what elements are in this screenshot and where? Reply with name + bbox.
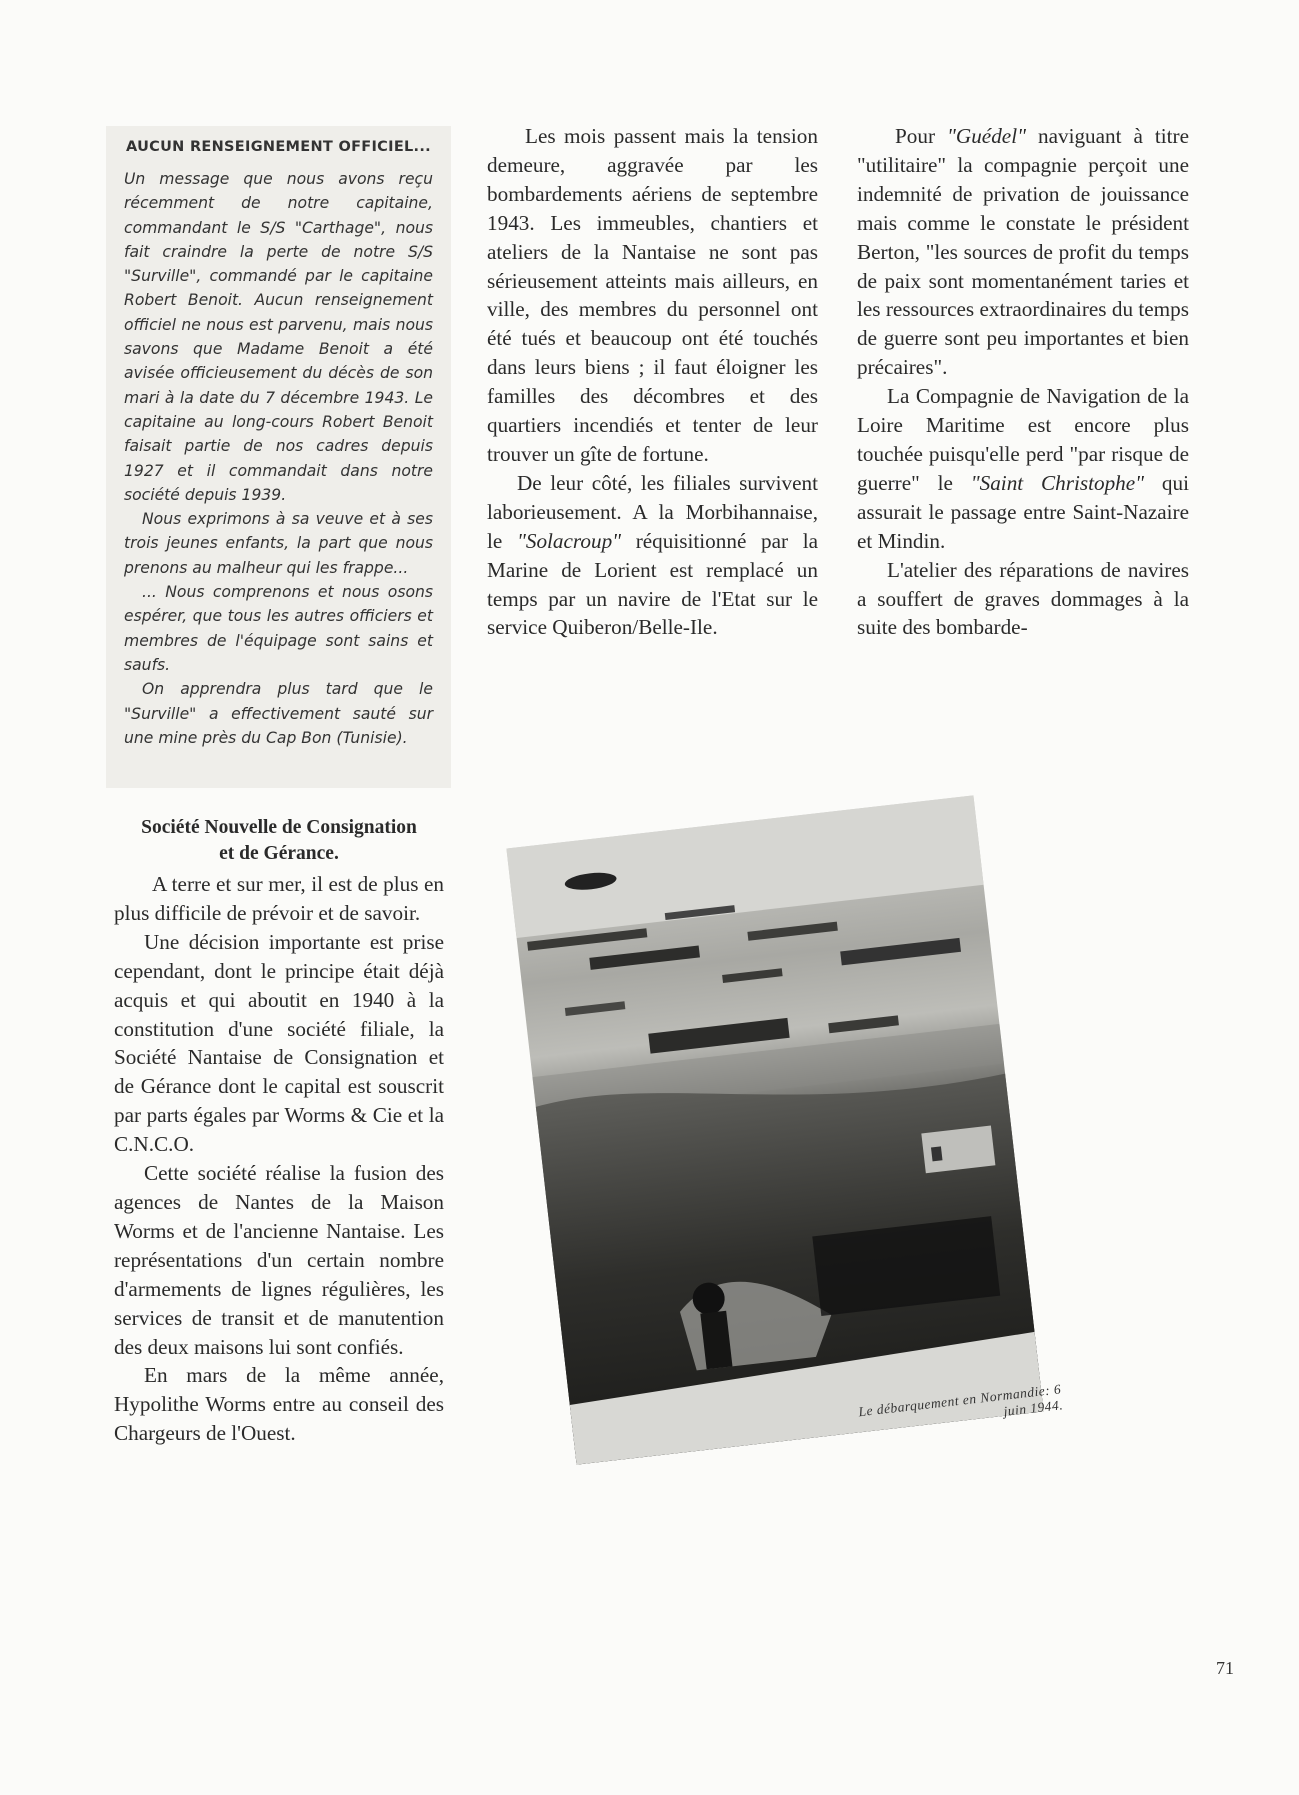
- sidebar-paragraph: ... Nous comprenons et nous osons espérer, que tous les autres officiers et membres de l'équipage sont sains et saufs.: [124, 583, 433, 674]
- body-paragraph: [487, 469, 818, 642]
- text-span: De leur côté, les filiales survivent laborieusement. A la Morbihannaise, le: [487, 470, 818, 553]
- sidebar-paragraph: Nous exprimons à sa veuve et à ses trois jeunes enfants, la part que nous prenons au malheur qui les frappe...: [124, 510, 433, 577]
- text-span: naviguant à titre "utilitaire" la compagnie perçoit une indemnité de privation de jouissance mais comme le constate le président Berton, "les sources de profit du temps de paix sont momentanément taries et les ressources extraordinaires du temps de guerre sont peu importantes et bien précaires".: [857, 124, 1190, 380]
- body-paragraph: Cette société réalise la fusion des agences de Nantes de la Maison Worms et de l'ancienne Nantaise. Les représentations d'un certain nombre d'armements de lignes régulières, les services de transit et de manutention des deux maisons lui sont confiés.: [114, 1161, 444, 1359]
- sidebar-paragraph: Un message que nous avons reçu récemment de notre capitaine, commandant le S/S "Carthage", nous fait craindre la perte de notre S/S "Surville", commandé par le capitaine Robert Benoit. Aucun renseignement officiel ne nous est parvenu, mais nous savons que Madame Benoit a été avisée officieusement du décès de son mari à la date du 7 décembre 1943. Le capitaine au long-cours Robert Benoit faisait partie de nos cadres depuis 1927 et il commandait dans notre société depuis 1939.: [124, 170, 433, 504]
- text-span: Pour: [895, 124, 948, 148]
- body-paragraph: L'atelier des réparations de navires a souffert de graves dommages à la suite des bombarde-: [857, 557, 1189, 640]
- text-column-right: [857, 122, 1189, 642]
- page-number: 71: [1216, 1658, 1234, 1678]
- body-paragraph: [857, 382, 1189, 555]
- body-paragraph: [857, 122, 1189, 382]
- text-span: qui assurait le passage entre Saint-Nazaire et Mindin.: [857, 470, 1189, 553]
- photo-figure: [506, 795, 1064, 1464]
- ship-name: "Saint Christophe": [970, 470, 1145, 495]
- sidebar-paragraph: On apprendra plus tard que le "Surville" a effectivement sauté sur une mine près du Cap Bon (Tunisie).: [124, 680, 433, 747]
- text-column-left: [114, 815, 444, 1448]
- body-paragraph: A terre et sur mer, il est de plus en plus difficile de prévoir et de savoir.: [114, 872, 444, 925]
- body-paragraph: Les mois passent mais la tension demeure, aggravée par les bombardements aériens de septembre 1943. Les immeubles, chantiers et ateliers de la Nantaise ne sont pas sérieusement atteints mais ailleurs, en ville, des membres du personnel ont été tués et beaucoup ont été touchés dans leurs biens ; il faut éloigner les familles des décombres et des quartiers incendiés et tenter de leur trouver un gîte de fortune.: [487, 124, 818, 466]
- section-heading: [114, 815, 444, 867]
- sidebar-title: AUCUN RENSEIGNEMENT OFFICIEL...: [126, 139, 431, 155]
- photo-caption: Le débarquement en Normandie: 6 juin 1944.: [857, 1381, 1064, 1420]
- normandy-landing-photo: [506, 795, 1064, 1464]
- sidebar-box: [106, 126, 451, 788]
- ship-name: "Guédel": [947, 124, 1026, 148]
- ship-name: "Solacroup": [516, 528, 622, 553]
- text-span: La Compagnie de Navigation de la Loire Maritime est encore plus touchée puisqu'elle perd "par risque de guerre" le: [857, 384, 1189, 495]
- body-paragraph: Une décision importante est prise cependant, dont le principe était déjà acquis et qui aboutit en 1940 à la constitution d'une société filiale, la Société Nantaise de Consignation et de Gérance dont le capital est souscrit par parts égales par Worms & Cie et la C.N.C.O.: [114, 929, 444, 1157]
- photo-illustration: [506, 795, 1043, 1464]
- body-paragraph: En mars de la même année, Hypolithe Worms entre au conseil des Chargeurs de l'Ouest.: [114, 1363, 444, 1446]
- text-column-middle: [487, 122, 818, 642]
- section-heading-line: et de Gérance.: [219, 843, 339, 864]
- text-span: réquisitionné par la Marine de Lorient est remplacé un temps par un navire de l'Etat sur le service Quiberon/Belle-Ile.: [487, 528, 818, 640]
- section-heading-line: Société Nouvelle de Consignation: [141, 817, 417, 838]
